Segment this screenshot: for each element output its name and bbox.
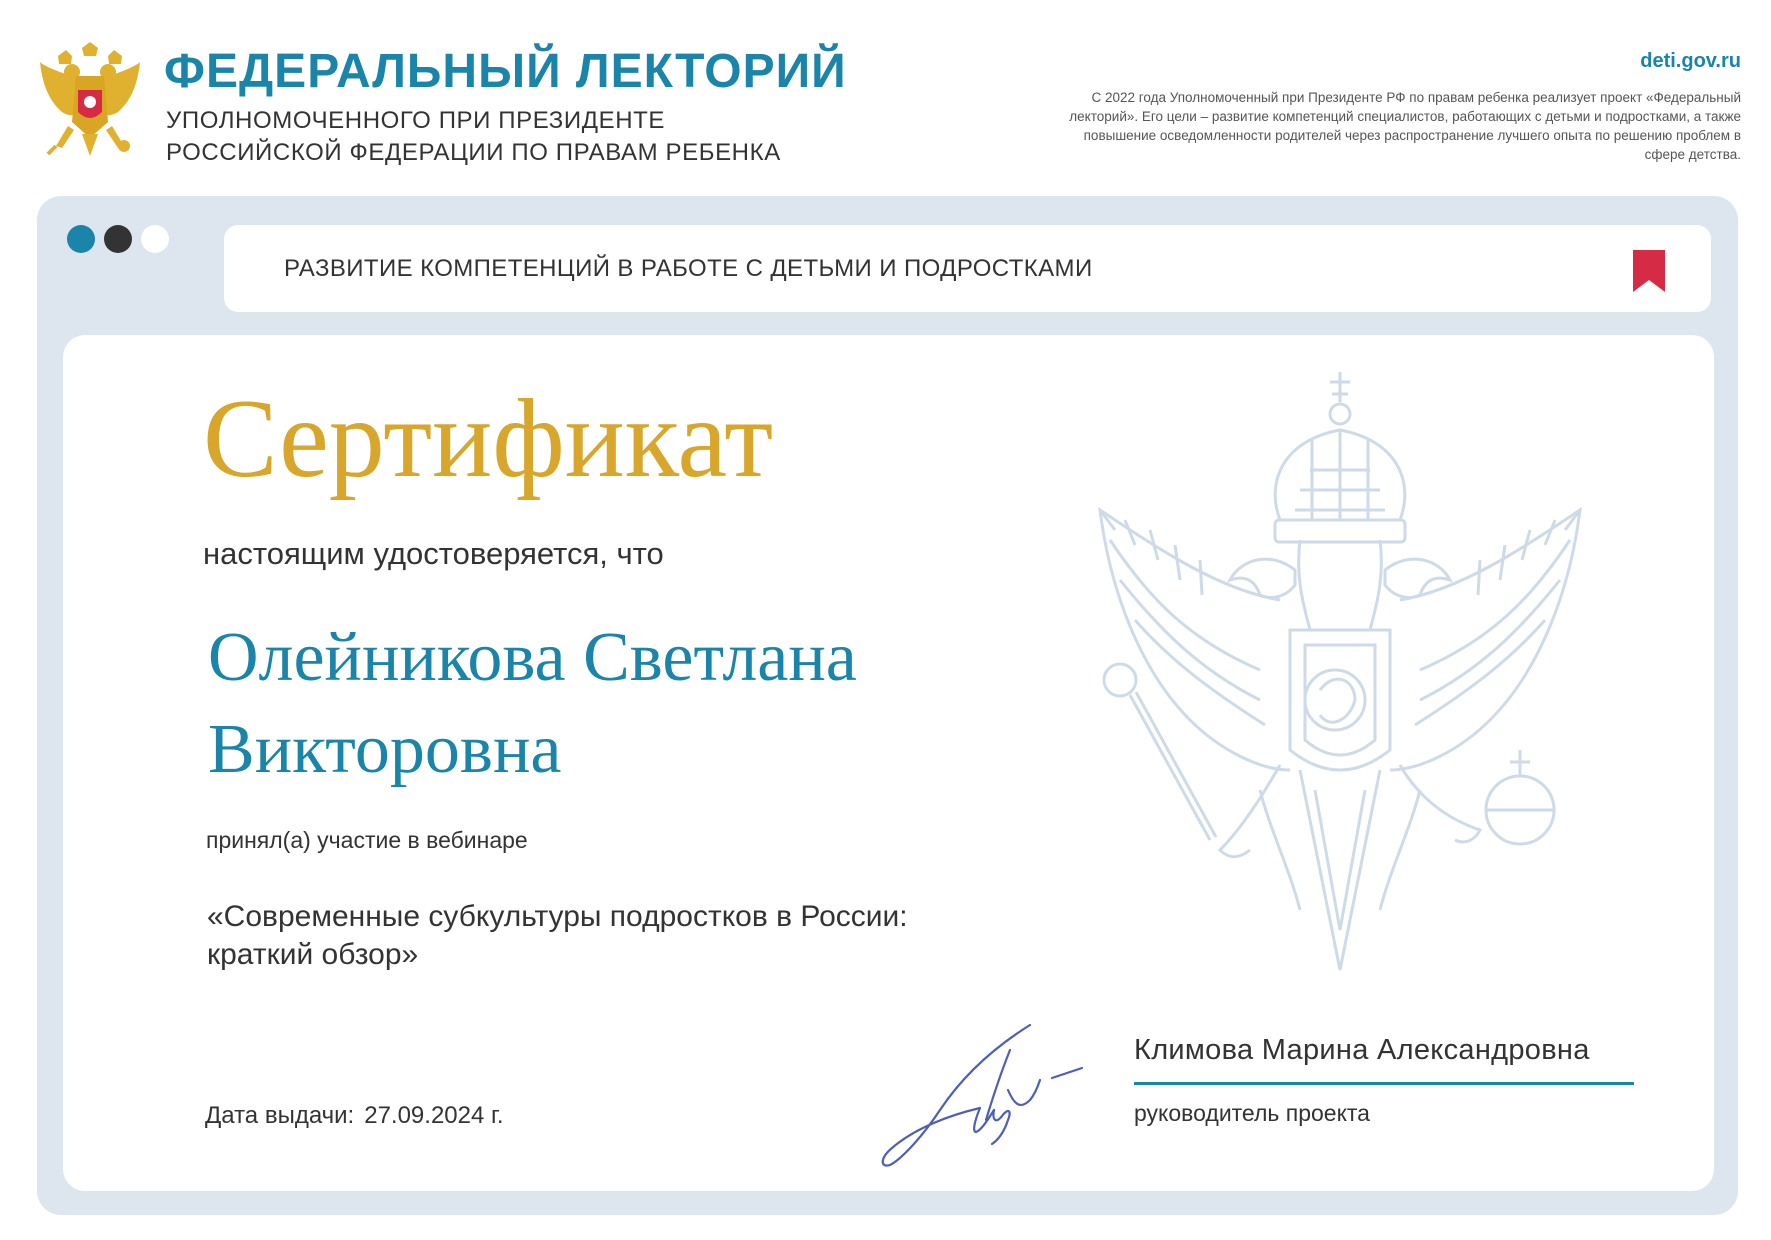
issue-date-row — [205, 1102, 504, 1130]
signature-icon — [880, 1020, 1100, 1172]
bookmark-icon — [1633, 250, 1665, 292]
signer-name: Климова Марина Александровна — [1134, 1034, 1590, 1066]
signer-role: руководитель проекта — [1134, 1100, 1370, 1126]
webinar-title-line-1: «Современные субкультуры подростков в России: — [207, 900, 908, 933]
certificate-title: Сертификат — [203, 377, 774, 501]
window-dot-dark — [104, 225, 132, 253]
window-dot-white — [141, 225, 169, 253]
webinar-title-line-2: краткий обзор» — [207, 938, 419, 971]
russian-coat-of-arms-icon — [38, 42, 142, 160]
project-description: С 2022 года Уполномоченный при Президенте РФ по правам ребенка реализует проект «Федеральный лекторий». Его цели – развитие компетенций специалистов, работающих с детьми и подростками, а также повышение осведомленности родителей через распространение лучшего опыта по решению проблем в сфере детства. — [1069, 90, 1741, 162]
topic-label: РАЗВИТИЕ КОМПЕТЕНЦИЙ В РАБОТЕ С ДЕТЬМИ И ПОДРОСТКАМИ — [284, 255, 1093, 282]
recipient-name-line-2: Викторовна — [208, 711, 562, 788]
certifies-text: настоящим удостоверяется, что — [203, 536, 664, 571]
recipient-name-line-1: Олейникова Светлана — [208, 619, 857, 696]
website-link[interactable]: deti.gov.ru — [1640, 50, 1741, 72]
recipient-name — [208, 612, 968, 796]
signature-underline — [1134, 1082, 1634, 1085]
window-dot-blue — [67, 225, 95, 253]
subtitle-line-1: УПОЛНОМОЧЕННОГО ПРИ ПРЕЗИДЕНТЕ — [166, 107, 666, 134]
issue-date-value: 27.09.2024 г. — [364, 1102, 504, 1129]
coat-of-arms-watermark-icon — [1080, 370, 1600, 975]
lecture-hall-subtitle — [166, 105, 781, 169]
webinar-title — [207, 898, 1027, 974]
participation-text: принял(а) участие в вебинаре — [206, 827, 528, 853]
issue-date-label: Дата выдачи: — [205, 1102, 355, 1129]
lecture-hall-title: ФЕДЕРАЛЬНЫЙ ЛЕКТОРИЙ — [164, 45, 847, 98]
subtitle-line-2: РОССИЙСКОЙ ФЕДЕРАЦИИ ПО ПРАВАМ РЕБЕНКА — [166, 139, 781, 166]
